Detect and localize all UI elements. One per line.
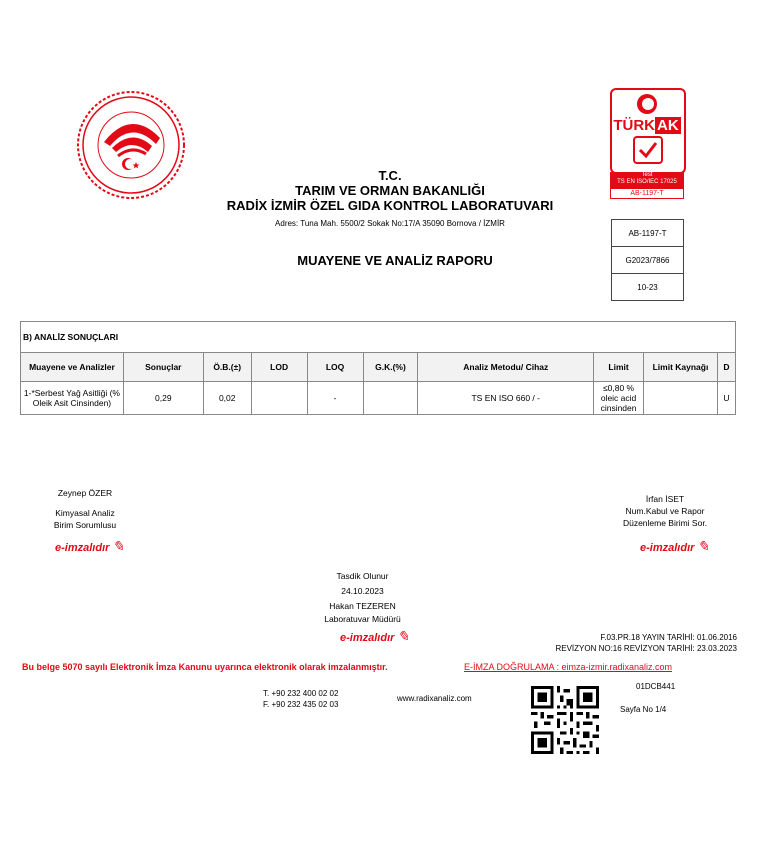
cell-d: U bbox=[717, 382, 735, 415]
right-signature-block bbox=[605, 493, 725, 529]
right-esign-stamp bbox=[640, 538, 709, 555]
lab-address: Adres: Tuna Mah. 5500/2 Sokak No:17/A 35090 Bornova / İZMİR bbox=[275, 219, 505, 228]
col-header-analysis: Muayene ve Analizler bbox=[21, 353, 124, 382]
contact-info bbox=[263, 688, 338, 710]
center-signature-block bbox=[300, 570, 425, 626]
right-signer-name: İrfan İSET bbox=[645, 494, 685, 504]
website-link[interactable]: www.radixanaliz.com bbox=[397, 694, 472, 703]
section-title: B) ANALİZ SONUÇLARI bbox=[21, 322, 736, 353]
ref-month: 10-23 bbox=[611, 273, 684, 301]
director-title: Laboratuvar Müdürü bbox=[324, 614, 401, 624]
turkak-brand-tur: TÜRK bbox=[613, 117, 655, 134]
left-signer-name: Zeynep ÖZER bbox=[57, 488, 113, 498]
esign-label: e-imzalıdır bbox=[640, 542, 695, 554]
cell-limit: ≤0,80 % oleic acid cinsinden bbox=[594, 382, 644, 415]
col-header-loq: LOQ bbox=[307, 353, 363, 382]
analysis-results-table bbox=[20, 321, 736, 415]
cell-loq: - bbox=[307, 382, 363, 415]
esign-law-notice: Bu belge 5070 sayılı Elektronik İmza Kanunu uyarınca elektronik olarak imzalanmıştır. bbox=[22, 662, 388, 672]
approval-label: Tasdik Olunur bbox=[336, 571, 389, 581]
form-revision: REVİZYON NO:16 REVİZYON TARİHİ: 23.03.2023 bbox=[555, 644, 737, 653]
ref-accreditation-no: AB-1197-T bbox=[611, 219, 684, 247]
crescent-star-icon bbox=[637, 94, 657, 114]
turkak-standard-label: TS EN ISO/IEC 17025 bbox=[617, 179, 677, 185]
page-number: Sayfa No 1/4 bbox=[620, 705, 667, 714]
form-publish-date: F.03.PR.18 YAYIN TARİHİ: 01.06.2016 bbox=[600, 633, 737, 642]
center-esign-stamp bbox=[340, 628, 409, 645]
header-tc: T.C. bbox=[378, 168, 402, 183]
col-header-ob: Ö.B.(±) bbox=[203, 353, 251, 382]
cell-analysis: 1-*Serbest Yağ Asitliği (% Oleik Asit Cinsinden) bbox=[21, 382, 124, 415]
header-ministry: TARIM VE ORMAN BAKANLIĞI bbox=[295, 183, 485, 198]
pen-icon: ✎ bbox=[112, 538, 125, 554]
col-header-limit-source: Limit Kaynağı bbox=[644, 353, 718, 382]
right-signer-title-1: Num.Kabul ve Rapor bbox=[625, 506, 705, 516]
col-header-limit: Limit bbox=[594, 353, 644, 382]
cell-method: TS EN ISO 660 / - bbox=[418, 382, 594, 415]
cell-result: 0,29 bbox=[123, 382, 203, 415]
left-signer-title-2: Birim Sorumlusu bbox=[53, 520, 117, 530]
left-esign-stamp bbox=[55, 538, 124, 555]
col-header-d: D bbox=[717, 353, 735, 382]
esign-label: e-imzalıdır bbox=[55, 542, 110, 554]
right-signer-title-2: Düzenleme Birimi Sor. bbox=[622, 518, 708, 528]
fax-number: F. +90 232 435 02 03 bbox=[263, 700, 339, 709]
turkak-test-label: Test bbox=[641, 172, 653, 178]
checkmark-icon bbox=[633, 136, 663, 164]
header-lab-name: RADİX İZMİR ÖZEL GIDA KONTROL LABORATUVARI bbox=[226, 198, 554, 213]
cell-lod bbox=[251, 382, 307, 415]
turkak-code: AB-1197-T bbox=[610, 188, 684, 199]
esign-verify-link[interactable]: E-İMZA DOĞRULAMA : eimza-izmir.radixanaliz.com bbox=[464, 662, 673, 672]
col-header-gk: G.K.(%) bbox=[363, 353, 418, 382]
phone-number: T. +90 232 400 02 02 bbox=[263, 689, 339, 698]
left-signature-block bbox=[30, 487, 140, 531]
document-header bbox=[150, 168, 630, 213]
col-header-lod: LOD bbox=[251, 353, 307, 382]
approval-date: 24.10.2023 bbox=[341, 586, 384, 596]
cell-ob: 0,02 bbox=[203, 382, 251, 415]
form-info bbox=[537, 632, 737, 654]
table-row bbox=[21, 382, 736, 415]
turkak-brand-ak: AK bbox=[657, 117, 679, 134]
pen-icon: ✎ bbox=[397, 628, 410, 644]
pen-icon: ✎ bbox=[697, 538, 710, 554]
ref-report-no: G2023/7866 bbox=[611, 246, 684, 274]
report-title: MUAYENE VE ANALİZ RAPORU bbox=[297, 253, 493, 268]
esign-label: e-imzalıdır bbox=[340, 632, 395, 644]
verification-qr-code bbox=[531, 686, 599, 754]
cell-gk bbox=[363, 382, 418, 415]
col-header-method: Analiz Metodu/ Cihaz bbox=[418, 353, 594, 382]
col-header-result: Sonuçlar bbox=[123, 353, 203, 382]
table-header-row bbox=[21, 353, 736, 382]
cell-limit-source bbox=[644, 382, 718, 415]
left-signer-title-1: Kimyasal Analiz bbox=[55, 508, 115, 518]
document-code: 01DCB441 bbox=[636, 682, 676, 691]
director-name: Hakan TEZEREN bbox=[329, 601, 396, 611]
